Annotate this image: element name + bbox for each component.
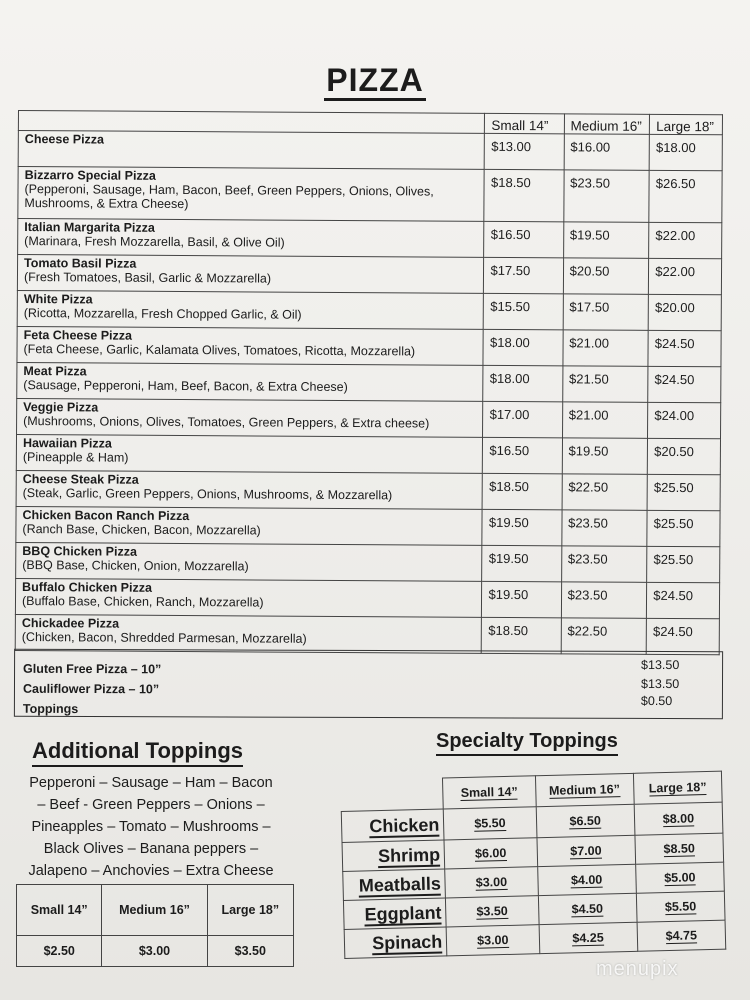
specialty-name: Eggplant bbox=[364, 902, 442, 924]
specialty-toppings-title: Specialty Toppings bbox=[436, 730, 618, 756]
specialty-price-value: $8.00 bbox=[662, 811, 695, 827]
add-header-medium: Medium 16” bbox=[102, 885, 207, 936]
pizza-item-cell bbox=[17, 398, 484, 437]
specialty-price-value: $6.50 bbox=[569, 813, 602, 829]
price-large: $24.00 bbox=[648, 402, 721, 438]
specialty-price-large bbox=[635, 862, 724, 893]
extra-label: Toppings bbox=[22, 701, 79, 716]
topping-line: Jalapeno – Anchovies – Extra Cheese bbox=[28, 863, 274, 879]
pizza-description: (Pepperoni, Sausage, Ham, Bacon, Beef, Green Peppers, Onions, Olives, Mushrooms, & Extra Cheese) bbox=[24, 182, 434, 212]
price-small: $18.50 bbox=[484, 169, 563, 221]
price-small: $18.50 bbox=[483, 473, 562, 509]
price-medium: $23.50 bbox=[561, 510, 647, 547]
header-large: Large 18” bbox=[650, 114, 723, 134]
add-price-medium: $3.00 bbox=[102, 936, 207, 967]
price-small: $17.00 bbox=[483, 401, 562, 437]
specialty-name-cell bbox=[343, 869, 446, 900]
price-medium: $20.50 bbox=[563, 258, 649, 295]
pizza-name: Meat Pizza bbox=[23, 364, 87, 379]
pizza-row bbox=[16, 506, 720, 546]
price-small: $19.50 bbox=[482, 509, 561, 545]
pizza-name: Feta Cheese Pizza bbox=[23, 328, 133, 343]
specialty-price-small bbox=[446, 925, 539, 956]
specialty-price-medium bbox=[537, 864, 636, 895]
specialty-price-small bbox=[445, 867, 538, 898]
pizza-description: (Steak, Garlic, Green Peppers, Onions, Mushrooms, & Mozzarella) bbox=[22, 486, 393, 503]
price-large: $25.50 bbox=[647, 474, 720, 510]
specialty-price-medium bbox=[536, 804, 635, 837]
specialty-price-small bbox=[446, 896, 539, 927]
specialty-price-value: $4.25 bbox=[572, 930, 604, 946]
pizza-item-cell bbox=[16, 434, 483, 473]
extra-price: $13.50 bbox=[641, 657, 680, 673]
specialty-price-value: $7.00 bbox=[570, 843, 602, 859]
price-large: $20.50 bbox=[648, 438, 721, 474]
add-price-small: $2.50 bbox=[17, 936, 102, 967]
price-medium: $23.50 bbox=[561, 546, 647, 583]
specialty-price-value: $4.75 bbox=[665, 928, 698, 944]
specialty-price-large bbox=[637, 920, 726, 951]
pizza-description: (Ranch Base, Chicken, Bacon, Mozzarella) bbox=[22, 522, 261, 538]
specialty-price-medium bbox=[539, 922, 638, 953]
price-large: $25.50 bbox=[647, 546, 720, 582]
pizza-name: White Pizza bbox=[23, 292, 93, 307]
specialty-price-large bbox=[636, 891, 725, 922]
pizza-row bbox=[17, 326, 721, 366]
price-small: $18.50 bbox=[482, 617, 561, 653]
topping-line: – Beef - Green Peppers – Onions – bbox=[37, 797, 265, 813]
price-large: $25.50 bbox=[647, 510, 720, 546]
specialty-name: Shrimp bbox=[377, 844, 441, 866]
pizza-name: Chickadee Pizza bbox=[21, 616, 120, 631]
price-medium: $19.50 bbox=[563, 222, 649, 259]
specialty-price-value: $3.50 bbox=[476, 903, 508, 919]
add-price-large: $3.50 bbox=[207, 936, 293, 967]
price-small: $16.50 bbox=[483, 437, 562, 473]
extra-price: $13.50 bbox=[640, 676, 680, 692]
add-header-small: Small 14” bbox=[17, 885, 102, 936]
specialty-price-value: $6.00 bbox=[474, 845, 507, 861]
price-medium: $17.50 bbox=[563, 294, 649, 331]
specialty-name-cell bbox=[342, 840, 445, 871]
topping-line: Pineapples – Tomato – Mushrooms – bbox=[31, 819, 271, 835]
specialty-price-value: $5.50 bbox=[474, 815, 506, 831]
spec-header-medium: Medium 16” bbox=[535, 773, 634, 806]
price-large: $22.00 bbox=[649, 222, 722, 258]
pizza-price-table bbox=[15, 110, 723, 655]
header-item-blank bbox=[18, 111, 485, 134]
pizza-row bbox=[17, 255, 721, 295]
extras-box bbox=[14, 649, 723, 719]
price-large: $24.50 bbox=[647, 582, 720, 618]
specialty-price-value: $4.50 bbox=[571, 901, 604, 917]
pizza-item-cell bbox=[16, 542, 483, 581]
extra-label: Cauliflower Pizza – 10” bbox=[22, 681, 160, 697]
extra-label: Gluten Free Pizza – 10” bbox=[23, 661, 162, 677]
price-medium: $19.50 bbox=[562, 438, 648, 475]
price-small: $15.50 bbox=[484, 293, 563, 329]
pizza-item-cell bbox=[18, 219, 485, 258]
price-medium: $21.00 bbox=[562, 402, 648, 439]
price-small: $13.00 bbox=[485, 133, 564, 169]
pizza-row bbox=[17, 398, 721, 438]
pizza-name: Italian Margarita Pizza bbox=[24, 220, 155, 235]
specialty-price-small bbox=[444, 838, 537, 869]
specialty-price-large bbox=[634, 802, 723, 835]
pizza-name: Buffalo Chicken Pizza bbox=[22, 580, 153, 595]
pizza-description: (Fresh Tomatoes, Basil, Garlic & Mozzarella) bbox=[23, 270, 272, 286]
specialty-price-value: $3.00 bbox=[477, 932, 509, 948]
pizza-row bbox=[18, 167, 722, 223]
pizza-description: (Sausage, Pepperoni, Ham, Beef, Bacon, & Extra Cheese) bbox=[23, 378, 348, 395]
pizza-name: Hawaiian Pizza bbox=[22, 436, 112, 451]
pizza-item-cell bbox=[15, 578, 482, 617]
pizza-name: Cheese Pizza bbox=[24, 132, 105, 147]
add-header-large: Large 18” bbox=[207, 885, 293, 936]
pizza-row bbox=[15, 578, 719, 618]
pizza-description: (Ricotta, Mozzarella, Fresh Chopped Garlic, & Oil) bbox=[23, 306, 302, 322]
specialty-toppings-table bbox=[340, 771, 726, 959]
pizza-name: Cheese Steak Pizza bbox=[22, 472, 139, 487]
topping-line: Black Olives – Banana peppers – bbox=[43, 841, 259, 857]
page-title: PIZZA bbox=[0, 62, 750, 99]
extra-row bbox=[23, 657, 713, 682]
additional-toppings-title: Additional Toppings bbox=[32, 738, 243, 767]
price-small: $19.50 bbox=[482, 581, 561, 617]
topping-line: Pepperoni – Sausage – Ham – Bacon bbox=[29, 775, 273, 791]
price-small: $16.50 bbox=[484, 221, 563, 257]
pizza-item-cell bbox=[17, 362, 484, 401]
price-medium: $21.50 bbox=[562, 366, 648, 403]
pizza-row bbox=[16, 434, 720, 474]
specialty-price-value: $4.00 bbox=[570, 872, 603, 888]
spec-header-small: Small 14” bbox=[443, 776, 536, 809]
pizza-name: Bizzarro Special Pizza bbox=[24, 168, 156, 183]
additional-toppings-price-table bbox=[16, 884, 294, 967]
pizza-row bbox=[17, 362, 721, 402]
specialty-price-value: $5.00 bbox=[664, 870, 696, 886]
pizza-item-cell bbox=[17, 255, 484, 294]
extra-price: $0.50 bbox=[640, 693, 673, 709]
price-large: $20.00 bbox=[648, 294, 721, 330]
pizza-item-cell bbox=[17, 326, 484, 365]
pizza-row bbox=[18, 219, 722, 259]
pizza-row bbox=[17, 290, 721, 330]
price-large: $18.00 bbox=[649, 134, 722, 170]
price-medium: $23.50 bbox=[563, 170, 649, 223]
pizza-name: Veggie Pizza bbox=[23, 400, 99, 415]
header-medium: Medium 16” bbox=[564, 114, 650, 135]
pizza-description: (Mushrooms, Onions, Olives, Tomatoes, Green Peppers, & Extra cheese) bbox=[23, 414, 430, 431]
pizza-item-cell bbox=[18, 167, 485, 222]
header-small: Small 14” bbox=[485, 113, 564, 133]
additional-toppings-list bbox=[16, 772, 286, 882]
pizza-description: (Chicken, Bacon, Shredded Parmesan, Mozzarella) bbox=[21, 630, 307, 646]
pizza-description: (Buffalo Base, Chicken, Ranch, Mozzarella) bbox=[21, 594, 264, 610]
pizza-name: Tomato Basil Pizza bbox=[24, 256, 137, 271]
watermark-logo: menupix bbox=[596, 958, 679, 980]
pizza-row bbox=[16, 470, 720, 510]
pizza-description: (Feta Cheese, Garlic, Kalamata Olives, Tomatoes, Ricotta, Mozzarella) bbox=[23, 342, 416, 359]
price-small: $18.00 bbox=[483, 365, 562, 401]
pizza-row bbox=[18, 131, 722, 171]
specialty-name-cell bbox=[343, 898, 446, 929]
spec-header-large: Large 18” bbox=[633, 771, 722, 804]
pizza-row bbox=[16, 542, 720, 582]
specialty-price-large bbox=[635, 833, 724, 864]
specialty-price-value: $8.50 bbox=[663, 841, 695, 857]
pizza-item-cell bbox=[18, 131, 485, 170]
specialty-price-value: $5.50 bbox=[664, 899, 697, 915]
pizza-item-cell bbox=[15, 614, 482, 653]
price-medium: $22.50 bbox=[562, 474, 648, 511]
pizza-item-cell bbox=[17, 290, 484, 329]
pizza-name: BBQ Chicken Pizza bbox=[22, 544, 137, 559]
specialty-price-medium bbox=[538, 893, 637, 924]
price-small: $19.50 bbox=[482, 545, 561, 581]
extra-row bbox=[22, 693, 713, 722]
specialty-name-cell bbox=[344, 927, 447, 958]
price-medium: $22.50 bbox=[561, 618, 647, 655]
pizza-name: Chicken Bacon Ranch Pizza bbox=[22, 508, 190, 524]
pizza-description: (Marinara, Fresh Mozzarella, Basil, & Olive Oil) bbox=[24, 234, 285, 250]
price-large: $24.50 bbox=[648, 330, 721, 366]
pizza-item-cell bbox=[16, 470, 483, 509]
extra-row bbox=[22, 676, 713, 702]
price-medium: $21.00 bbox=[563, 330, 649, 367]
price-small: $17.50 bbox=[484, 257, 563, 293]
specialty-name: Meatballs bbox=[358, 873, 442, 896]
specialty-price-small bbox=[444, 807, 537, 840]
specialty-name: Spinach bbox=[371, 931, 443, 953]
price-large: $26.50 bbox=[649, 170, 722, 222]
specialty-name: Chicken bbox=[369, 814, 440, 836]
spec-header-blank bbox=[341, 778, 444, 811]
pizza-item-cell bbox=[16, 506, 483, 545]
specialty-price-value: $3.00 bbox=[475, 874, 508, 890]
pizza-description: (BBQ Base, Chicken, Onion, Mozzarella) bbox=[22, 558, 249, 574]
pizza-description: (Pineapple & Ham) bbox=[22, 450, 129, 465]
price-medium: $16.00 bbox=[564, 134, 650, 171]
price-large: $22.00 bbox=[649, 258, 722, 294]
specialty-name-cell bbox=[341, 809, 444, 842]
specialty-price-medium bbox=[536, 835, 635, 866]
price-small: $18.00 bbox=[483, 329, 562, 365]
price-large: $24.50 bbox=[646, 618, 719, 654]
price-medium: $23.50 bbox=[561, 582, 647, 619]
price-large: $24.50 bbox=[648, 366, 721, 402]
